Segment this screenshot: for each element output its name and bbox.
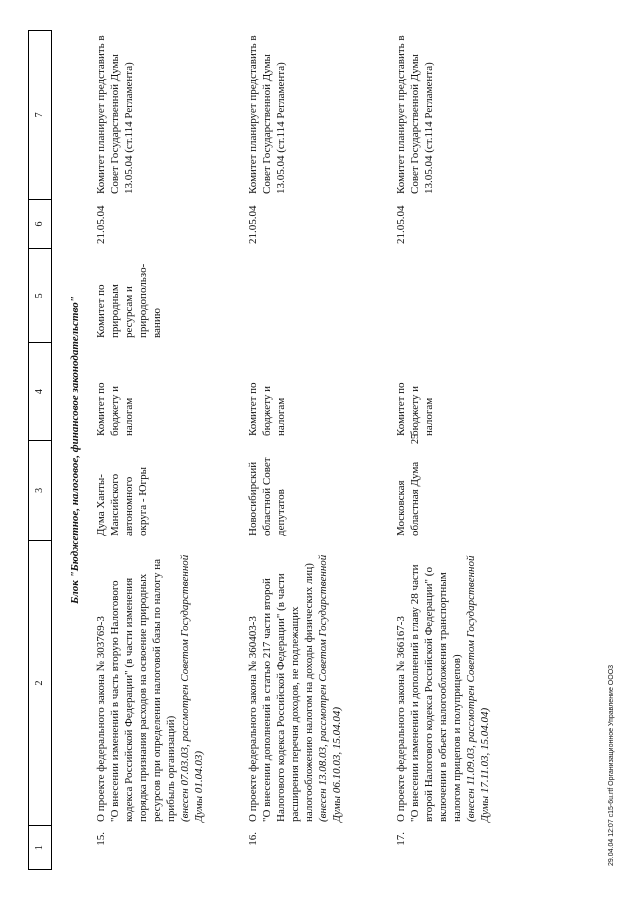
- bill-author: Московская областная Дума: [395, 461, 421, 536]
- column-header: 6: [29, 199, 51, 249]
- column-header: 1: [29, 825, 51, 869]
- co-committee: [246, 248, 344, 342]
- column-header: 7: [34, 112, 45, 118]
- row-number: 15.: [95, 832, 107, 846]
- bill-note: (внесен 07.03.03, рассмотрен Советом Государственной Думы 01.04.03): [179, 554, 205, 822]
- footer-text: 29.04.04 12:07 c15-6u.rtf Организационное Управление ООО3: [608, 664, 615, 866]
- bill-title: О проекте федерального закона № 303769-3: [95, 616, 107, 822]
- deadline-date: 21.05.04: [95, 205, 107, 244]
- bill-description: [246, 540, 344, 826]
- co-committee: Комитет по природным ресурсам и природопользо-ванию: [95, 263, 163, 338]
- bill-title: О проекте федерального закона № 360403-3: [247, 616, 259, 822]
- bill-body: "О внесении дополнений в статью 217 части второй Налогового кодекса Российской Федерации" (в части расширения перечня доходов, не подлежащих налогообложению налогом на доходы физических лиц): [261, 563, 315, 822]
- table-row: [394, 30, 492, 870]
- table-row: [246, 30, 344, 870]
- document-sheet: [28, 30, 588, 870]
- column-header: 5: [29, 248, 51, 342]
- bill-note: (внесен 13.08.03, рассмотрен Советом Государственной Думы 06.10.03, 15.04.04): [317, 554, 343, 822]
- page-number: 25: [410, 434, 421, 444]
- responsible-committee: Комитет по бюджету и налогам: [247, 382, 287, 436]
- bill-body: "О внесении изменений в часть вторую Налогового кодекса Российской Федерации" (в части изменения порядка признания расходов на освоение природных ресурсов при определении налоговой базы по налогу на прибыль организаций): [109, 559, 177, 822]
- bill-description: [94, 540, 206, 826]
- row-number: 16.: [247, 832, 259, 846]
- row-number: 17.: [395, 832, 407, 846]
- block-title: Блок "Бюджетное, налоговое, финансовое законодательство": [69, 296, 81, 604]
- responsible-committee: Комитет по бюджету и налогам: [395, 382, 435, 436]
- deadline-date: 21.05.04: [395, 205, 407, 244]
- co-committee: [394, 248, 492, 342]
- status-text: Комитет планирует представить в Совет Государственной Думы 13.05.04 (ст.114 Регламента): [247, 35, 287, 194]
- deadline-date: 21.05.04: [247, 205, 259, 244]
- bill-title: О проекте федерального закона № 366167-3: [395, 616, 407, 822]
- status-text: Комитет планирует представить в Совет Государственной Думы 13.05.04 (ст.114 Регламента): [395, 35, 435, 194]
- column-header: 2: [29, 540, 51, 825]
- column-header-row: [28, 30, 52, 870]
- column-header: 3: [29, 440, 51, 540]
- bill-note: (внесен 11.09.03, рассмотрен Советом Государственной Думы 17.11.03, 15.04.04): [465, 555, 491, 822]
- bill-description: [394, 540, 492, 826]
- responsible-committee: Комитет по бюджету и налогам: [95, 382, 135, 436]
- table-row: [94, 30, 206, 870]
- bill-body: "О внесении изменений и дополнений в главу 28 части второй Налогового кодекса Российской Федерации" (о включении в объект налогообложения транспортным налогом прицепов и полуприцепов): [409, 564, 463, 822]
- status-text: Комитет планирует представить в Совет Государственной Думы 13.05.04 (ст.114 Регламента): [95, 35, 135, 194]
- bill-author: Новосибирский областной Совет депутатов: [247, 457, 287, 536]
- bill-author: Дума Ханты-Мансийского автономного округа - Югры: [95, 467, 149, 536]
- column-header: 4: [29, 342, 51, 440]
